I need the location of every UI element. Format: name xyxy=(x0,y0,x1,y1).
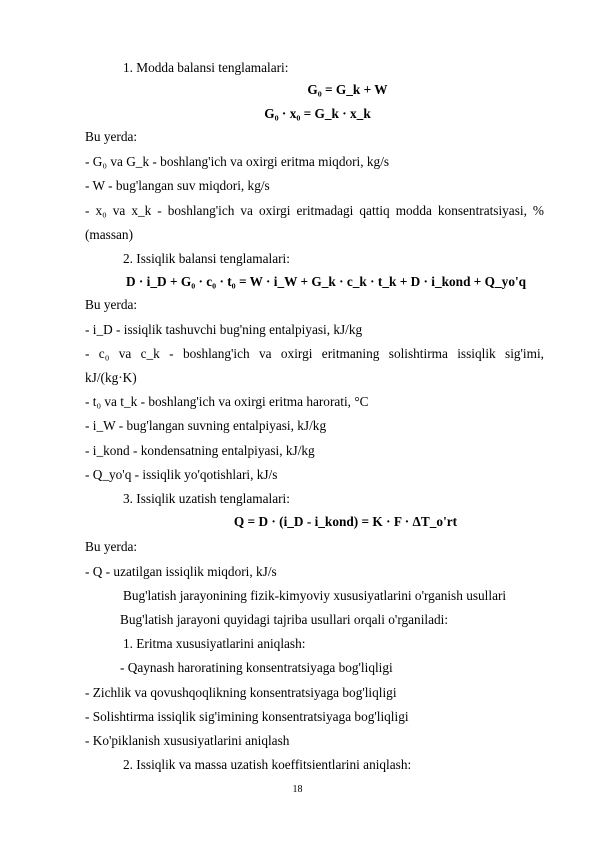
definition-line: - i_kond - kondensatning entalpiyasi, kJ/kg xyxy=(85,443,315,458)
paragraph: Bug'latish jarayoni quyidagi tajriba usullari orqali o'rganiladi: xyxy=(120,612,449,627)
section-heading-heat-transfer: 3. Issiqlik uzatish tenglamalari: xyxy=(123,491,290,506)
definition-line: - Q - uzatilgan issiqlik miqdori, kJ/s xyxy=(85,564,277,579)
definition-line: - G₀ va G_k - boshlang'ich va oxirgi eritma miqdori, kg/s xyxy=(85,154,390,169)
where-label: Bu yerda: xyxy=(85,297,138,312)
definition-line-continued: (massan) xyxy=(85,227,133,242)
section-heading-mass-balance: 1. Modda balansi tenglamalari: xyxy=(123,60,289,75)
equation-heat-transfer: Q = D · (i_D - i_kond) = K · F · ΔT_o'rt xyxy=(233,514,458,529)
definition-line: - W - bug'langan suv miqdori, kg/s xyxy=(85,178,270,193)
numbered-item: 2. Issiqlik va massa uzatish koeffitsientlarini aniqlash: xyxy=(123,757,412,772)
definition-line: - c₀ va c_k - boshlang'ich va oxirgi eritmaning solishtirma issiqlik sig'imi, xyxy=(85,346,544,361)
bullet-item: - Qaynash haroratining konsentratsiyaga bog'liqligi xyxy=(120,660,393,675)
bullet-item: - Zichlik va qovushqoqlikning konsentratsiyaga bog'liqligi xyxy=(85,685,397,700)
page-number: 18 xyxy=(292,784,303,795)
definition-line: - x₀ va x_k - boshlang'ich va oxirgi eritmadagi qattiq modda konsentratsiyasi, % xyxy=(85,203,544,218)
definition-line: - i_W - bug'langan suvning entalpiyasi, kJ/kg xyxy=(85,418,327,433)
subsection-heading: Bug'latish jarayonining fizik-kimyoviy xususiyatlarini o'rganish usullari xyxy=(123,588,507,603)
equation-mass-balance-2: G₀ · x₀ = G_k · x_k xyxy=(264,106,371,121)
bullet-item: - Ko'piklanish xususiyatlarini aniqlash xyxy=(85,733,290,748)
equation-heat-balance: D · i_D + G₀ · c₀ · t₀ = W · i_W + G_k · c_k · t_k + D · i_kond + Q_yo'q xyxy=(126,274,527,289)
definition-line: - Q_yo'q - issiqlik yo'qotishlari, kJ/s xyxy=(85,467,278,482)
equation-mass-balance-1: G₀ = G_k + W xyxy=(307,82,388,97)
definition-line: - t₀ va t_k - boshlang'ich va oxirgi eritma harorati, °C xyxy=(85,394,369,409)
where-label: Bu yerda: xyxy=(85,539,138,554)
definition-line-continued: kJ/(kg·K) xyxy=(85,370,137,385)
definition-line: - i_D - issiqlik tashuvchi bug'ning entalpiyasi, kJ/kg xyxy=(85,322,363,337)
numbered-item: 1. Eritma xususiyatlarini aniqlash: xyxy=(123,636,306,651)
where-label: Bu yerda: xyxy=(85,129,138,144)
section-heading-heat-balance: 2. Issiqlik balansi tenglamalari: xyxy=(123,251,290,266)
bullet-item: - Solishtirma issiqlik sig'imining konsentratsiyaga bog'liqligi xyxy=(85,709,409,724)
